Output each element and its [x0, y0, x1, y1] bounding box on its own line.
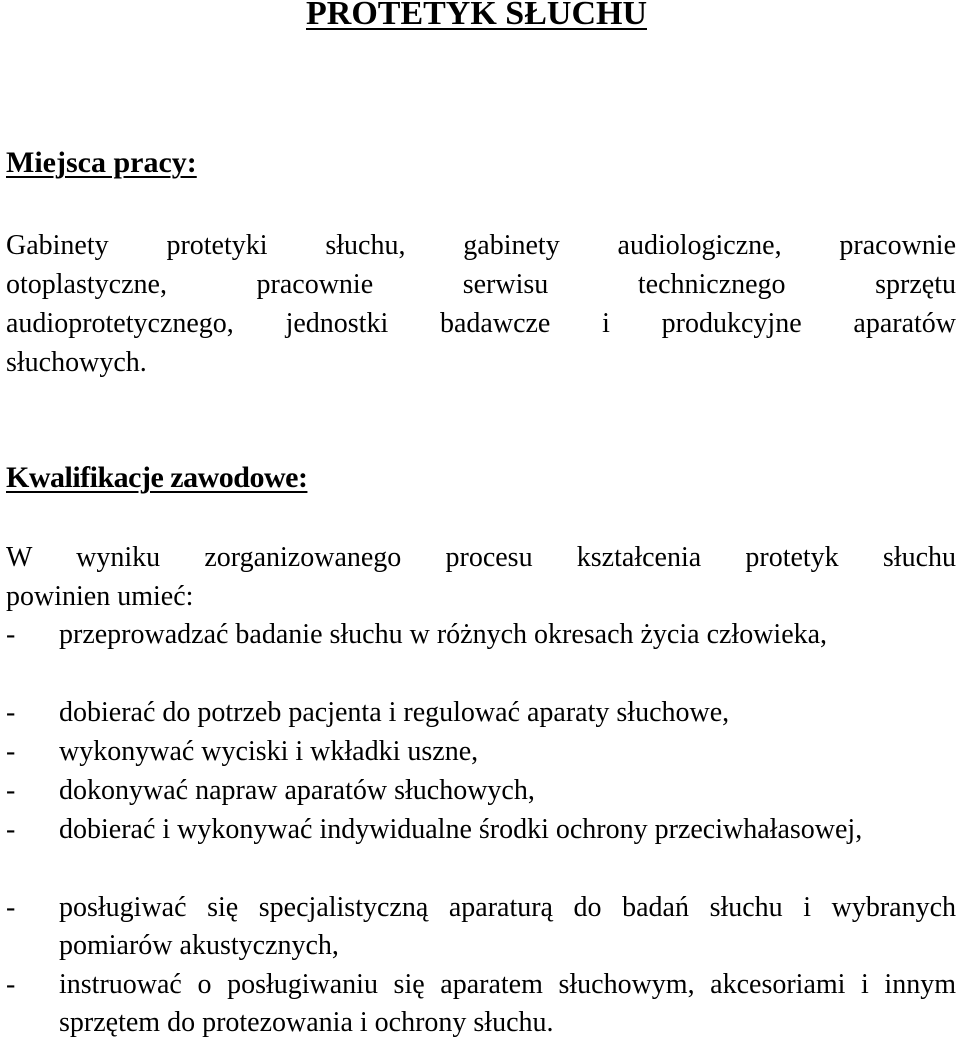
list-dash: - — [6, 892, 16, 923]
workplaces-line: audioprotetycznego, jednostki badawcze i produkcyjne aparatów — [6, 308, 956, 339]
qualifications-intro-line: powinien umieć: — [6, 581, 194, 612]
list-dash: - — [6, 697, 16, 728]
qualifications-intro-line: W wyniku zorganizowanego procesu kształcenia protetyk słuchu — [6, 542, 956, 573]
list-item-text: posługiwać się specjalistyczną aparaturą do badań słuchu i wybranych pomiarów akustycznych, — [59, 892, 956, 961]
list-item — [6, 616, 956, 692]
qualifications-heading: Kwalifikacje zawodowe: — [6, 461, 308, 494]
list-item-text: dokonywać napraw aparatów słuchowych, — [59, 775, 535, 806]
list-item — [6, 811, 956, 887]
workplaces-heading: Miejsca pracy: — [6, 146, 197, 179]
workplaces-line: otoplastyczne, pracownie serwisu technicznego sprzętu — [6, 269, 956, 300]
list-dash: - — [6, 775, 16, 806]
list-item — [6, 966, 956, 1042]
list-item — [6, 772, 956, 810]
list-item — [6, 733, 956, 771]
list-item — [6, 694, 956, 732]
list-item — [6, 889, 956, 965]
list-dash: - — [6, 619, 16, 650]
list-dash: - — [6, 736, 16, 767]
workplaces-line: Gabinety protetyki słuchu, gabinety audiologiczne, pracownie — [6, 230, 956, 261]
list-item-text: dobierać do potrzeb pacjenta i regulować aparaty słuchowe, — [59, 697, 730, 728]
workplaces-line: słuchowych. — [6, 347, 147, 378]
list-item-text: dobierać i wykonywać indywidualne środki ochrony przeciwhałasowej, — [59, 814, 863, 845]
list-item-text: wykonywać wyciski i wkładki uszne, — [59, 736, 479, 767]
page-title: PROTETYK SŁUCHU — [306, 0, 647, 32]
list-dash: - — [6, 814, 16, 845]
list-item-text: instruować o posługiwaniu się aparatem słuchowym, akcesoriami i innym sprzętem do protezowania i ochrony słuchu. — [59, 969, 956, 1038]
list-item-text: przeprowadzać badanie słuchu w różnych okresach życia człowieka, — [59, 619, 828, 650]
list-dash: - — [6, 969, 16, 1000]
